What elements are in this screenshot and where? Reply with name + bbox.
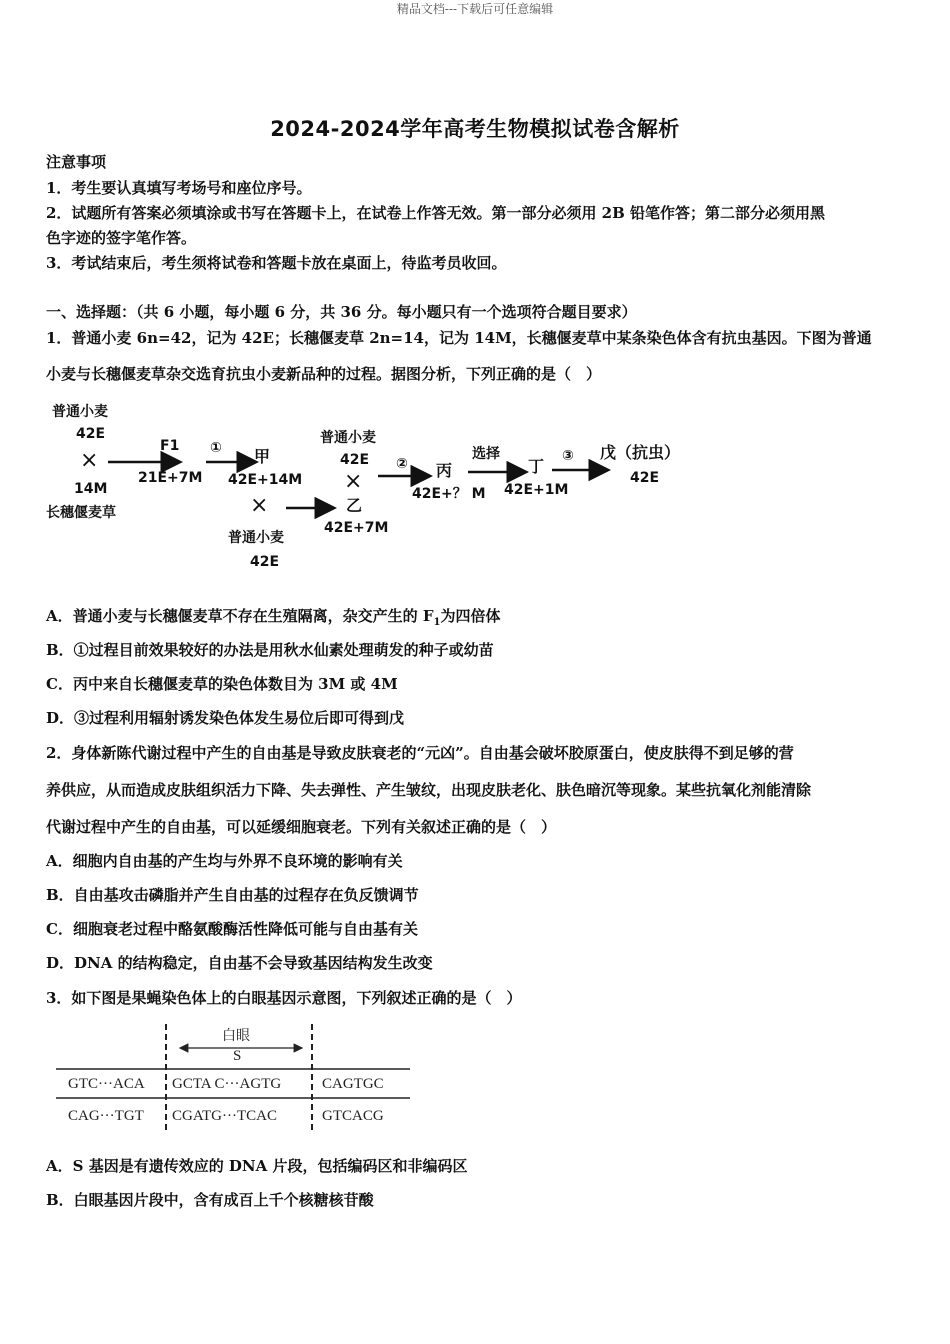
q2-stem-line2: 养供应，从而造成皮肤组织活力下降、失去弹性、产生皱纹，出现皮肤老化、肤色暗沉等现象。某些抗氧化剂能清除 — [46, 781, 812, 799]
q2-stem-line3: 代谢过程中产生的自由基，可以延缓细胞衰老。下列有关叙述正确的是（ ） — [46, 818, 557, 836]
diag-wheat3-genome: 42E — [250, 554, 280, 570]
diag-jia: 甲 — [254, 447, 271, 466]
seq-bot-left: CAG···TGT — [68, 1108, 144, 1124]
notice-item-1: 1．考生要认真填写考场号和座位序号。 — [46, 179, 312, 197]
seq-bot-mid: CGATG···TCAC — [172, 1108, 277, 1124]
seq-top-right: CAGTGC — [322, 1076, 384, 1092]
q1-option-a-subscript: 1 — [433, 617, 441, 628]
breeding-diagram — [40, 390, 720, 580]
diag-step-1: ① — [210, 440, 222, 456]
q1-stem-line2: 小麦与长穗偃麦草杂交选育抗虫小麦新品种的过程。据图分析，下列正确的是（ ） — [46, 365, 602, 383]
diag-wheat3-label: 普通小麦 — [228, 530, 284, 546]
notice-item-2: 2．试题所有答案必须填涂或书写在答题卡上，在试卷上作答无效。第一部分必须用 2B 铅笔作答；第二部分必须用黑 — [46, 204, 826, 222]
diag-ding: 丁 — [528, 457, 545, 476]
notice-item-2-cont: 色字迹的签字笔作答。 — [46, 229, 197, 247]
diag-grass-genome: 14M — [74, 481, 108, 497]
diag-ding-genome: 42E+1M — [504, 482, 569, 498]
diag-wheat2-genome: 42E — [340, 452, 370, 468]
section-heading: 一、选择题：（共 6 小题，每小题 6 分，共 36 分。每小题只有一个选项符合题目要求） — [46, 303, 637, 321]
diag-select: 选择 — [472, 446, 500, 462]
gene-figure — [50, 1020, 420, 1135]
q2-option-b: B．自由基攻击磷脂并产生自由基的过程存在负反馈调节 — [46, 886, 419, 904]
diag-step-2: ② — [396, 456, 408, 472]
seq-bot-right: GTCACG — [322, 1108, 384, 1124]
notice-item-3: 3．考试结束后，考生须将试卷和答题卡放在桌面上，待监考员收回。 — [46, 254, 507, 272]
diag-yi-genome: 42E+7M — [324, 520, 389, 536]
diag-wheat-genome: 42E — [76, 426, 106, 442]
diag-wu: 戊（抗虫） — [600, 443, 681, 462]
q1-option-c: C．丙中来自长穗偃麦草的染色体数目为 3M 或 4M — [46, 675, 398, 693]
diag-step-3: ③ — [562, 448, 574, 464]
diag-wheat-label: 普通小麦 — [52, 404, 108, 420]
q2-option-a: A．细胞内自由基的产生均与外界不良环境的影响有关 — [46, 852, 403, 870]
gene-label: 白眼 — [222, 1028, 250, 1044]
gene-s-label: S — [233, 1048, 242, 1064]
q1-stem-line1: 1．普通小麦 6n=42，记为 42E；长穗偃麦草 2n=14，记为 14M，长穗偃麦草中某条染色体含有抗虫基因。下图为普通 — [46, 329, 872, 347]
diag-cross-2: × — [250, 493, 269, 518]
diag-jia-genome: 42E+14M — [228, 472, 303, 488]
q2-stem-line1: 2．身体新陈代谢过程中产生的自由基是导致皮肤衰老的“元凶”。自由基会破坏胶原蛋白，使皮肤得不到足够的营 — [46, 744, 794, 762]
seq-top-left: GTC···ACA — [68, 1076, 145, 1092]
q2-option-c: C．细胞衰老过程中酪氨酸酶活性降低可能与自由基有关 — [46, 920, 418, 938]
seq-top-mid: GCTA C···AGTG — [172, 1076, 282, 1092]
q3-option-a: A．S 基因是有遗传效应的 DNA 片段，包括编码区和非编码区 — [46, 1157, 468, 1175]
diag-bing-genome: 42E+？ M — [412, 486, 486, 502]
diag-cross-3: × — [344, 469, 363, 494]
diag-f1: F1 — [160, 438, 180, 454]
diag-wheat2-label: 普通小麦 — [320, 430, 376, 446]
diag-bing: 丙 — [436, 461, 453, 480]
diag-yi: 乙 — [346, 496, 363, 515]
q1-option-a: A．普通小麦与长穗偃麦草不存在生殖隔离，杂交产生的 $F_1$为四倍体 — [46, 607, 501, 628]
q3-option-b: B．白眼基因片段中，含有成百上千个核糖核苷酸 — [46, 1191, 374, 1209]
notice-heading: 注意事项 — [46, 153, 107, 171]
diag-f1-genome: 21E+7M — [138, 470, 203, 486]
page-header: 精品文档---下载后可任意编辑 — [396, 2, 554, 16]
diag-grass-label: 长穗偃麦草 — [46, 505, 116, 521]
q2-option-d: D．DNA 的结构稳定，自由基不会导致基因结构发生改变 — [46, 954, 433, 972]
diag-wu-genome: 42E — [630, 470, 660, 486]
q1-option-b: B．①过程目前效果较好的办法是用秋水仙素处理萌发的种子或幼苗 — [46, 641, 494, 659]
diag-cross-1: × — [80, 448, 99, 473]
q3-stem: 3．如下图是果蝇染色体上的白眼基因示意图，下列叙述正确的是（ ） — [46, 989, 522, 1007]
page-title: 2024-2024学年高考生物模拟试卷含解析 — [270, 117, 680, 141]
q1-option-d: D．③过程利用辐射诱发染色体发生易位后即可得到戊 — [46, 709, 405, 727]
